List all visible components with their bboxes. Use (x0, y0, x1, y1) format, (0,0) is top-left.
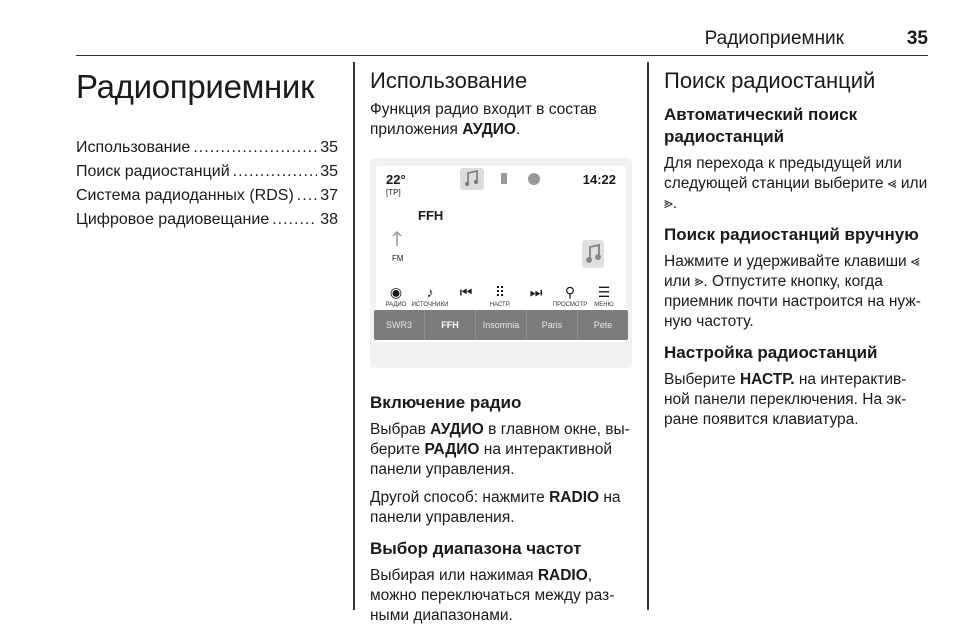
subsection-heading: Включение радио (370, 393, 522, 412)
subsection-heading: Автоматический поиск радиостанций (664, 105, 858, 146)
keypad-icon: ⠿ (494, 284, 506, 300)
paragraph: Выбирая или нажимая RADIO, можно переключаться между раз-ными диапазонами. (370, 567, 615, 624)
antenna-icon (390, 230, 404, 248)
chapter-column (76, 62, 338, 232)
paragraph: Нажмите и удерживайте клавиши ⪡ или ⪢. Отпустите кнопку, когда приемник почти настроится на нуж-ную частоту. (664, 253, 921, 330)
favourite-button[interactable]: Insomnia (476, 310, 527, 340)
favourite-button[interactable]: SWR3 (374, 310, 425, 340)
menu-softkey[interactable]: ☰ МЕНЮ (584, 284, 624, 310)
tp-indicator: [TP] (386, 188, 401, 197)
toc-item[interactable]: Поиск радиостанций ..... 35 (76, 160, 338, 184)
paragraph: Выберите НАСТР. на интерактив-ной панели переключения. На эк-ране появится клавиатура. (664, 371, 907, 428)
toc-item[interactable]: Система радиоданных (RDS) ..... 37 (76, 184, 338, 208)
phone-app-icon (492, 168, 516, 190)
search-icon: ⚲ (564, 284, 576, 300)
favourite-button[interactable]: Pete (593, 320, 613, 330)
column-divider (647, 62, 649, 610)
temperature: 22° (386, 172, 406, 187)
radio-screen-illustration (370, 158, 632, 368)
audio-app-icon (460, 168, 484, 190)
sources-softkey[interactable]: ♪ ИСТОЧНИКИ (411, 284, 449, 308)
subsection-heading: Выбор диапазона частот (370, 539, 582, 558)
next-track-icon: ⏭ (529, 284, 543, 300)
paragraph: Для перехода к предыдущей или следующей станции выберите ⪡ или ⪢. (664, 155, 928, 212)
favourites-bar (374, 310, 628, 340)
favourite-button[interactable]: FFH (425, 310, 476, 340)
chapter-title: Радиоприемник (76, 68, 315, 105)
band-label: FM (392, 254, 404, 263)
music-note-icon: ♪ (426, 284, 434, 300)
prev-track-icon: ⏮ (459, 284, 473, 300)
favourite-button[interactable]: Paris (527, 310, 578, 340)
page-number: 35 (906, 28, 928, 49)
subsection-heading: Настройка радиостанций (664, 343, 878, 362)
column-divider (353, 62, 355, 610)
header-title: Радиоприемник (704, 28, 844, 49)
section-heading: Поиск радиостанций (664, 68, 876, 93)
toc-item[interactable]: Цифровое радиовещание ..... 38 (76, 208, 338, 232)
album-art-icon (580, 238, 606, 270)
station-name: FFH (418, 208, 444, 223)
paragraph: Выбрав АУДИО в главном окне, вы-берите РАДИО на интерактивной панели управления. (370, 421, 630, 478)
intro-paragraph: Функция радио входит в состав приложения АУДИО. (370, 101, 597, 138)
tune-softkey[interactable]: ⠿ НАСТР. (480, 284, 520, 310)
usage-column (370, 62, 636, 634)
toc-item[interactable]: Использование ..... 35 (76, 136, 338, 160)
page-header (76, 26, 928, 56)
subsection-heading: Поиск радиостанций вручную (664, 225, 919, 244)
section-heading: Использование (370, 68, 528, 93)
info-app-icon (522, 168, 546, 190)
browse-softkey[interactable]: ⚲ ПРОСМОТР (550, 284, 590, 310)
radio-softkey[interactable]: ◉ РАДИО (376, 284, 416, 310)
station-search-column (664, 62, 932, 438)
paragraph: Другой способ: нажмите RADIO на панели управления. (370, 489, 621, 526)
table-of-contents (76, 136, 338, 232)
clock: 14:22 (582, 172, 616, 187)
menu-icon: ☰ (597, 284, 611, 300)
radio-icon: ◉ (389, 284, 403, 300)
